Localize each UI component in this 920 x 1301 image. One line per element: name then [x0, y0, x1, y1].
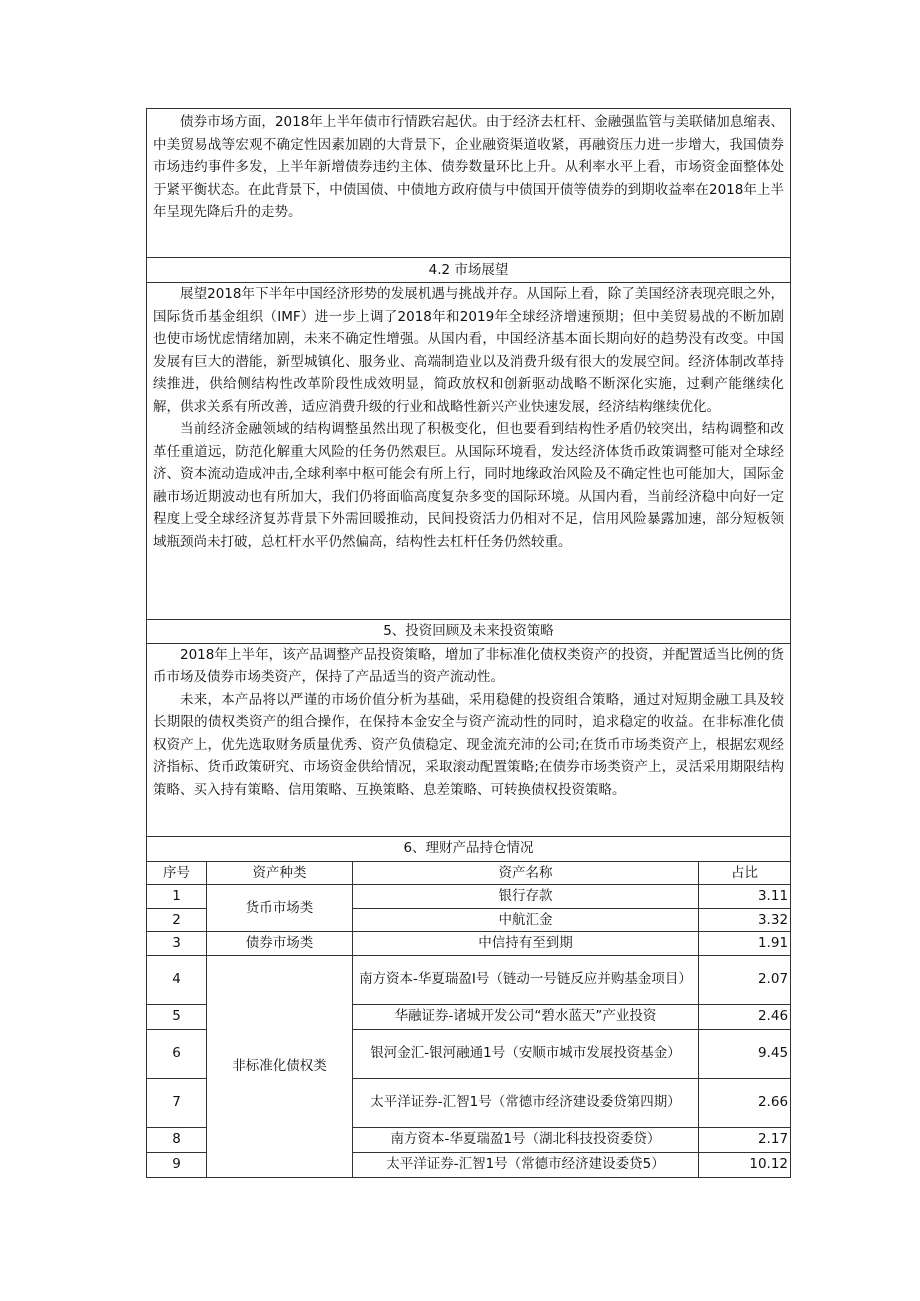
row-no: 4	[147, 955, 207, 1004]
row-no: 6	[147, 1029, 207, 1078]
asset-pct: 3.11	[699, 885, 791, 909]
asset-pct: 3.32	[699, 908, 791, 932]
asset-name: 华融证券-诸城开发公司“碧水蓝天”产业投资	[353, 1004, 699, 1029]
asset-name: 南方资本-华夏瑞盈1号（湖北科技投资委贷）	[353, 1127, 699, 1152]
asset-pct: 2.17	[699, 1127, 791, 1152]
outlook-heading: 4.2 市场展望	[147, 258, 791, 283]
bond-market-cell	[147, 109, 791, 258]
table-row	[147, 885, 791, 909]
holdings-heading: 6、理财产品持仓情况	[147, 836, 791, 861]
outlook-body-row	[147, 283, 791, 620]
row-no: 5	[147, 1004, 207, 1029]
report-table	[146, 108, 791, 1178]
asset-pct: 2.07	[699, 955, 791, 1004]
asset-pct: 10.12	[699, 1152, 791, 1177]
col-header-pct: 占比	[699, 861, 791, 885]
category-money: 货币市场类	[207, 885, 353, 932]
bond-market-row	[147, 109, 791, 258]
category-bond: 债券市场类	[207, 932, 353, 956]
strategy-heading: 5、投资回顾及未来投资策略	[147, 620, 791, 644]
asset-pct: 2.46	[699, 1004, 791, 1029]
bond-market-paragraph: 债券市场方面，2018年上半年债市行情跌宕起伏。由于经济去杠杆、金融强监管与美联储加息缩表、中美贸易战等宏观不确定性因素加剧的大背景下，企业融资渠道收紧，再融资压力进一步增大，我国债券市场违约事件多发，上半年新增债券违约主体、债券数量环比上升。从利率水平上看，市场资金面整体处于紧平衡状态。在此背景下，中债国债、中债地方政府债与中债国开债等债券的到期收益率在2018年上半年呈现先降后升的走势。	[153, 114, 785, 220]
asset-pct: 2.66	[699, 1078, 791, 1127]
strategy-body-row	[147, 643, 791, 836]
asset-name: 南方资本-华夏瑞盈Ⅰ号（链动一号链反应并购基金项目）	[353, 955, 699, 1004]
row-no: 2	[147, 908, 207, 932]
holdings-heading-row	[147, 836, 791, 861]
asset-pct: 1.91	[699, 932, 791, 956]
strategy-heading-row	[147, 620, 791, 644]
asset-name: 太平洋证券-汇智1号（常德市经济建设委贷5）	[353, 1152, 699, 1177]
outlook-paragraph-1: 展望2018年下半年中国经济形势的发展机遇与挑战并存。从国际上看，除了美国经济表现亮眼之外，国际货币基金组织（IMF）进一步上调了2018年和2019年全球经济增速预期；但中美贸易战的不断加剧也使市场忧虑情绪加剧，未来不确定性增强。从国内看，中国经济基本面长期向好的趋势没有改变。中国发展有巨大的潜能，新型城镇化、服务业、高端制造业以及消费升级有很大的发展空间。经济体制改革持续推进，供给侧结构性改革阶段性成效明显，简政放权和创新驱动战略不断深化实施，过剩产能继续化解，供求关系有所改善，适应消费升级的行业和战略性新兴产业快速发展，经济结构继续优化。	[153, 286, 785, 415]
table-row	[147, 932, 791, 956]
col-header-name: 资产名称	[353, 861, 699, 885]
col-header-no: 序号	[147, 861, 207, 885]
holdings-header-row	[147, 861, 791, 885]
outlook-body	[147, 283, 791, 620]
row-no: 1	[147, 885, 207, 909]
category-nonstandard: 非标准化债权类	[207, 955, 353, 1177]
strategy-paragraph-2: 未来，本产品将以严谨的市场价值分析为基础，采用稳健的投资组合策略，通过对短期金融工具及较长期限的债权类资产的组合操作，在保持本金安全与资产流动性的同时，追求稳定的收益。在非标准化债权资产上，优先选取财务质量优秀、资产负债稳定、现金流充沛的公司;在货币市场类资产上，根据宏观经济指标、货币政策研究、市场资金供给情况，采取滚动配置策略;在债券市场类资产上，灵活采用期限结构策略、买入持有策略、信用策略、互换策略、息差策略、可转换债权投资策略。	[153, 691, 785, 798]
row-no: 9	[147, 1152, 207, 1177]
row-no: 3	[147, 932, 207, 956]
asset-name: 中信持有至到期	[353, 932, 699, 956]
col-header-category: 资产种类	[207, 861, 353, 885]
report-frame	[146, 108, 790, 1178]
strategy-body	[147, 643, 791, 836]
table-row	[147, 955, 791, 1004]
outlook-paragraph-2: 当前经济金融领域的结构调整虽然出现了积极变化，但也要看到结构性矛盾仍较突出，结构调整和改革任重道远，防范化解重大风险的任务仍然艰巨。从国际环境看，发达经济体货币政策调整可能对全球经济、资本流动造成冲击,全球利率中枢可能会有所上行，同时地缘政治风险及不确定性也可能加大，国际金融市场近期波动也有所加大，我们仍将面临高度复杂多变的国际环境。从国内看，当前经济稳中向好一定程度上受全球经济复苏背景下外需回暖推动，民间投资活力仍相对不足，信用风险暴露加速，部分短板领域瓶颈尚未打破，总杠杆水平仍然偏高，结构性去杠杆任务仍然较重。	[153, 421, 785, 550]
asset-name: 银行存款	[353, 885, 699, 909]
row-no: 8	[147, 1127, 207, 1152]
asset-pct: 9.45	[699, 1029, 791, 1078]
strategy-paragraph-1: 2018年上半年，该产品调整产品投资策略，增加了非标准化债权类资产的投资，并配置适当比例的货币市场及债券市场类资产，保持了产品适当的资产流动性。	[153, 646, 785, 685]
asset-name: 中航汇金	[353, 908, 699, 932]
outlook-heading-row	[147, 258, 791, 283]
row-no: 7	[147, 1078, 207, 1127]
asset-name: 银河金汇-银河融通1号（安顺市城市发展投资基金）	[353, 1029, 699, 1078]
asset-name: 太平洋证券-汇智1号（常德市经济建设委贷第四期）	[353, 1078, 699, 1127]
